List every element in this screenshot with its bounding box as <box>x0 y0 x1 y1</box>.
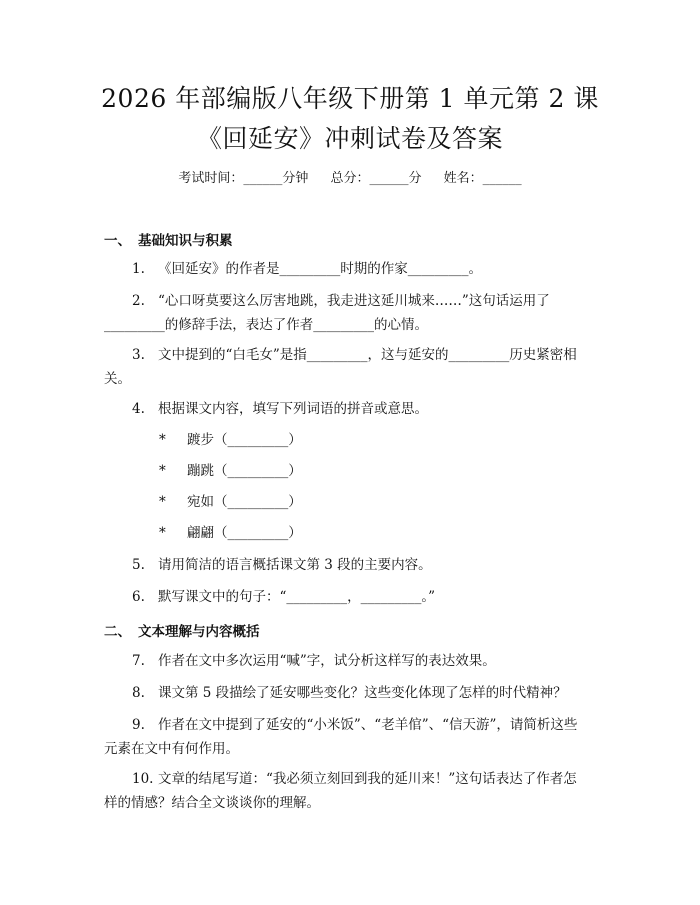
question-number: 2. <box>132 293 145 309</box>
subitem-3 <box>159 493 302 511</box>
section-number: 一、 <box>104 233 131 249</box>
question-text: “心口呀莫要这么厉害地跳，我走进这延川城来……”这句话运用了_________的修辞手法，表达了作者_________的心情。 <box>104 293 550 333</box>
bullet-marker: * <box>159 432 166 448</box>
question-5 <box>104 553 590 577</box>
section-heading-2 <box>104 623 260 641</box>
question-number: 10. <box>132 771 154 787</box>
question-2 <box>104 289 590 337</box>
question-9 <box>104 713 590 761</box>
question-text: 《回延安》的作者是_________时期的作家_________。 <box>158 261 482 277</box>
exam-time-field: 考试时间：______分钟 <box>178 171 309 186</box>
subitem-text: 宛如（_________） <box>187 494 302 510</box>
subitem-text: 踱步（_________） <box>187 432 302 448</box>
question-number: 5. <box>132 557 145 573</box>
bullet-marker: * <box>159 494 166 510</box>
section-label: 基础知识与积累 <box>138 233 233 249</box>
subitem-1 <box>159 431 302 449</box>
question-number: 8. <box>132 685 145 701</box>
subitem-4 <box>159 524 302 542</box>
total-score-field: 总分：______分 <box>330 171 422 186</box>
question-3 <box>104 343 590 391</box>
question-7 <box>104 649 590 673</box>
question-text: 作者在文中提到了延安的“小米饭”、“老羊倌”、“信天游”，请简析这些元素在文中有何作用。 <box>104 717 578 757</box>
student-name-field: 姓名：______ <box>443 171 522 186</box>
section-label: 文本理解与内容概括 <box>138 624 260 640</box>
page-title-line1: 2026 年部编版八年级下册第 1 单元第 2 课 <box>101 84 599 113</box>
section-number: 二、 <box>104 624 131 640</box>
subitem-text: 翩翩（_________） <box>187 525 302 541</box>
question-text: 文章的结尾写道：“我必须立刻回到我的延川来！”这句话表达了作者怎样的情感？结合全文谈谈你的理解。 <box>104 771 577 811</box>
exam-meta <box>0 170 700 188</box>
section-heading-1 <box>104 232 233 250</box>
question-number: 7. <box>132 653 145 669</box>
question-number: 9. <box>132 717 145 733</box>
question-10 <box>104 767 590 815</box>
subitem-2 <box>159 462 302 480</box>
question-number: 6. <box>132 589 145 605</box>
question-1 <box>104 257 590 281</box>
question-text: 默写课文中的句子：“_________，_________。” <box>158 589 436 605</box>
question-number: 3. <box>132 347 145 363</box>
question-text: 作者在文中多次运用“喊”字，试分析这样写的表达效果。 <box>158 653 496 669</box>
question-number: 4. <box>132 401 145 417</box>
question-number: 1. <box>132 261 145 277</box>
question-text: 请用简洁的语言概括课文第 3 段的主要内容。 <box>158 557 432 573</box>
question-6 <box>104 585 590 609</box>
question-text: 文中提到的“白毛女”是指_________，这与延安的_________历史紧密相关。 <box>104 347 577 387</box>
bullet-marker: * <box>159 525 166 541</box>
page-title-line2: 《回延安》冲刺试卷及答案 <box>196 124 503 153</box>
bullet-marker: * <box>159 463 166 479</box>
question-4 <box>104 397 590 421</box>
question-8 <box>104 681 590 705</box>
question-text: 课文第 5 段描绘了延安哪些变化？这些变化体现了怎样的时代精神？ <box>158 685 567 701</box>
subitem-text: 蹦跳（_________） <box>187 463 302 479</box>
question-text: 根据课文内容，填写下列词语的拼音或意思。 <box>158 401 428 417</box>
